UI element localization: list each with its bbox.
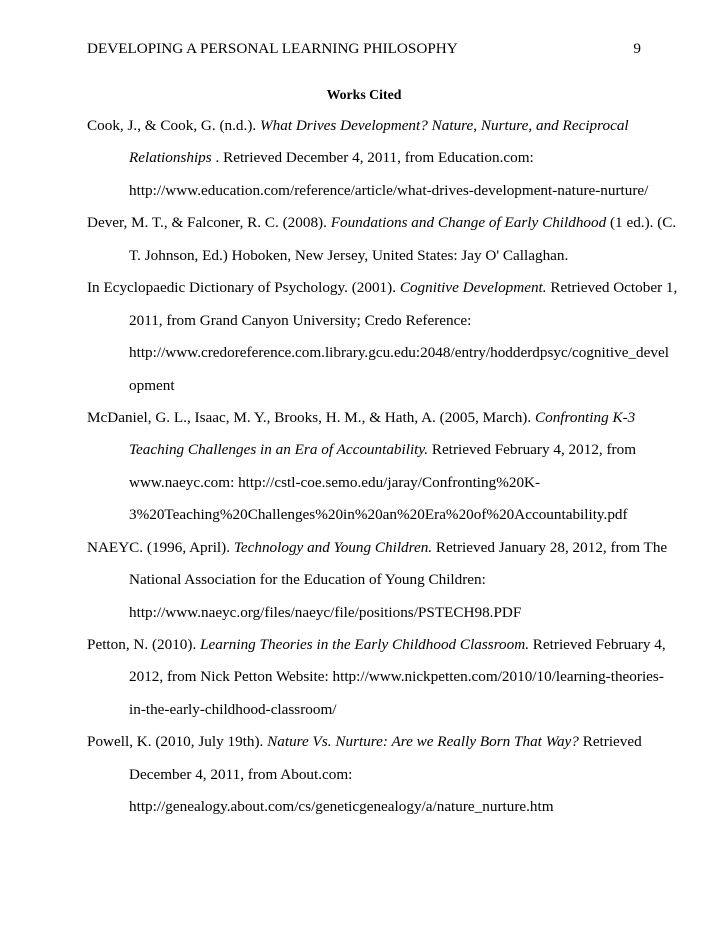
- reference-continuation-line: [87, 797, 647, 829]
- page-number: 9: [633, 40, 641, 57]
- reference-text: http://www.naeyc.org/files/naeyc/file/positions/PSTECH98.PDF: [129, 603, 522, 621]
- reference-entry: [87, 408, 647, 538]
- reference-text: . Retrieved December 4, 2011, from Education.com:: [211, 149, 534, 167]
- reference-text: Retrieved January 28, 2012, from The: [432, 538, 668, 556]
- reference-title: Confronting K-3: [534, 408, 636, 426]
- reference-continuation-line: [87, 505, 647, 537]
- reference-title: Teaching Challenges in an Era of Accountability.: [129, 441, 429, 459]
- reference-title: Learning Theories in the Early Childhood Classroom.: [200, 636, 529, 653]
- reference-continuation-line: [87, 440, 647, 472]
- reference-text: http://genealogy.about.com/cs/geneticgenealogy/a/nature_nurture.htm: [129, 798, 554, 816]
- reference-text: http://www.education.com/reference/article/what-drives-development-nature-nurture/: [129, 181, 649, 199]
- reference-entry: [87, 213, 677, 278]
- running-title: DEVELOPING A PERSONAL LEARNING PHILOSOPHY: [87, 40, 458, 57]
- reference-continuation-line: [87, 473, 647, 505]
- reference-text: Cook, J., & Cook, G. (n.d.).: [87, 117, 260, 134]
- reference-continuation-line: [87, 148, 647, 180]
- reference-text: Petton, N. (2010).: [87, 636, 201, 653]
- reference-first-line: [87, 213, 677, 245]
- reference-text: T. Johnson, Ed.) Hoboken, New Jersey, United States: Jay O' Callaghan.: [129, 246, 569, 264]
- reference-continuation-line: [87, 311, 647, 343]
- reference-title: Cognitive Development.: [399, 279, 547, 297]
- reference-continuation-line: [87, 700, 647, 732]
- reference-title: Relationships: [129, 149, 212, 167]
- reference-text: 2012, from Nick Petton Website: http://www.nickpetten.com/2010/10/learning-theories-: [129, 668, 664, 686]
- reference-text: McDaniel, G. L., Isaac, M. Y., Brooks, H. M., & Hath, A. (2005, March).: [87, 408, 535, 426]
- reference-first-line: [87, 278, 678, 310]
- reference-text: Powell, K. (2010, July 19th).: [87, 733, 268, 751]
- reference-continuation-line: [87, 246, 647, 278]
- reference-continuation-line: [87, 343, 669, 375]
- page-title: Works Cited: [326, 87, 402, 102]
- reference-list: [87, 116, 678, 830]
- reference-text: Retrieved February 4, 2012, from: [428, 441, 637, 459]
- reference-text: 3%20Teaching%20Challenges%20in%20an%20Era%20of%20Accountability.pdf: [129, 506, 628, 524]
- reference-continuation-line: [87, 181, 647, 213]
- reference-continuation-line: [87, 570, 647, 602]
- reference-text: in-the-early-childhood-classroom/: [129, 700, 337, 718]
- reference-text: Dever, M. T., & Falconer, R. C. (2008).: [87, 214, 331, 232]
- reference-first-line: [87, 732, 647, 764]
- reference-continuation-line: [87, 376, 647, 408]
- reference-text: 2011, from Grand Canyon University; Credo Reference:: [129, 311, 472, 329]
- reference-first-line: [87, 116, 647, 148]
- reference-title: Nature Vs. Nurture: Are we Really Born That Way?: [267, 733, 579, 751]
- reference-continuation-line: [87, 667, 664, 699]
- reference-first-line: [87, 408, 647, 440]
- reference-first-line: [87, 635, 666, 667]
- reference-text: (1 ed.). (C.: [606, 214, 677, 232]
- reference-text: opment: [129, 376, 175, 394]
- reference-continuation-line: [87, 603, 647, 635]
- reference-entry: [87, 278, 678, 408]
- reference-entry: [87, 538, 668, 635]
- reference-text: In Ecyclopaedic Dictionary of Psychology. (2001).: [87, 279, 400, 297]
- reference-entry: [87, 732, 647, 829]
- reference-text: December 4, 2011, from About.com:: [129, 765, 353, 783]
- reference-text: http://www.credoreference.com.library.gcu.edu:2048/entry/hodderdpsyc/cognitive_devel: [129, 344, 669, 362]
- running-head: [87, 39, 641, 59]
- reference-title: Foundations and Change of Early Childhood: [330, 214, 607, 232]
- reference-text: Retrieved: [578, 733, 642, 751]
- reference-text: NAEYC. (1996, April).: [87, 538, 234, 556]
- reference-text: National Association for the Education of Young Children:: [129, 571, 486, 589]
- reference-first-line: [87, 538, 668, 570]
- reference-text: Retrieved October 1,: [546, 279, 678, 297]
- reference-entry: [87, 635, 666, 732]
- reference-title: Technology and Young Children.: [233, 538, 433, 556]
- reference-entry: [87, 116, 647, 213]
- reference-continuation-line: [87, 765, 647, 797]
- reference-text: www.naeyc.com: http://cstl-coe.semo.edu/jaray/Confronting%20K-: [129, 473, 541, 491]
- reference-text: Retrieved February 4,: [529, 636, 666, 653]
- reference-title: What Drives Development? Nature, Nurture, and Reciprocal: [259, 117, 629, 134]
